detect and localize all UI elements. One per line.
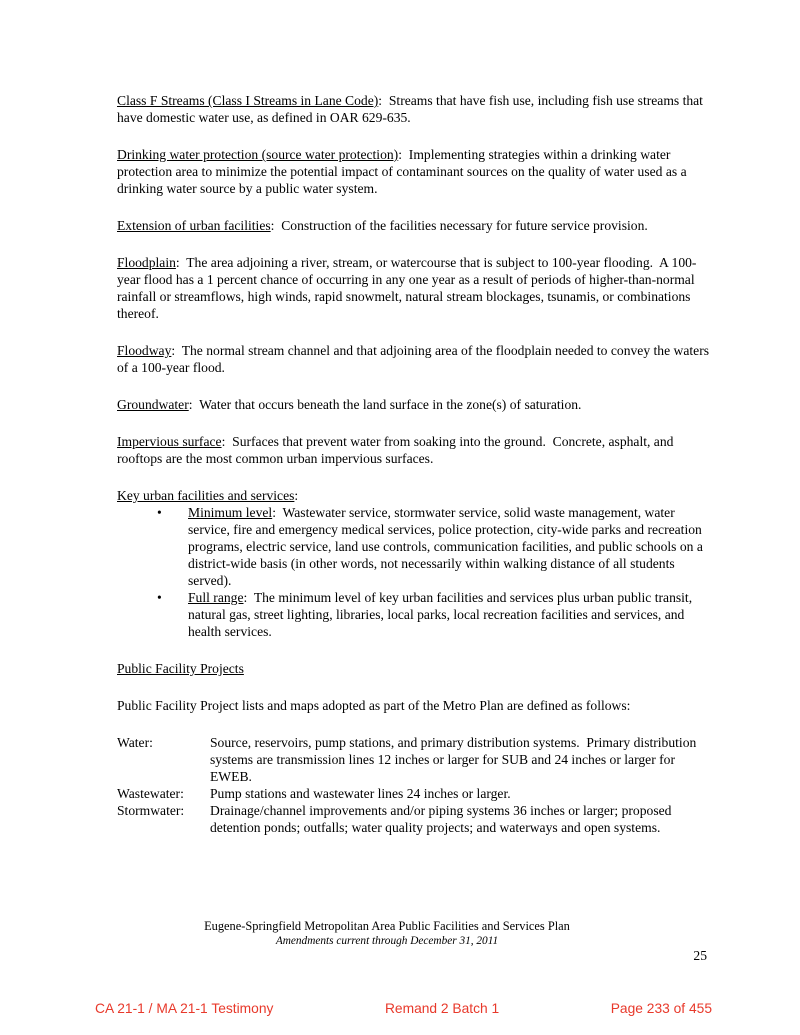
definition-body: The area adjoining a river, stream, or watercourse that is subject to 100-year flooding. A 100-year flood has a 1 percent chance of occurring in any one year as a result of periods of higher-than-normal rainfall or streamflows, high winds, rapid snowmelt, natural stream blockages, tsunamis, or combinations thereof. <box>117 255 699 321</box>
project-label: Stormwater: <box>117 803 185 818</box>
bullet-icon: • <box>157 590 162 605</box>
projects-table <box>117 734 713 836</box>
page-number: 25 <box>693 948 707 963</box>
definition-separator: : <box>270 218 282 233</box>
definition-term: Impervious surface <box>117 434 222 449</box>
definition-body: Implementing strategies within a drinking water protection area to minimize the potential impact of contaminant sources on the quality of water used as a drinking water source by a public water system. <box>117 147 691 196</box>
definition-separator: : <box>398 147 409 162</box>
project-description: Pump stations and wastewater lines 24 inches or larger. <box>210 786 511 801</box>
definition-body: Streams that have fish use, including fish use streams that have domestic water use, as defined in OAR 629-635. <box>117 93 707 125</box>
definition-term: Extension of urban facilities <box>117 218 271 233</box>
definition-paragraph <box>117 217 713 234</box>
project-description: Source, reservoirs, pump stations, and primary distribution systems. Primary distribution systems are transmission lines 12 inches or larger for SUB and 24 inches or larger for EWEB. <box>210 735 700 784</box>
project-row <box>117 802 713 836</box>
heading-colon: : <box>294 488 299 503</box>
stamp-right: Page 233 of 455 <box>610 1001 712 1016</box>
projects-heading <box>117 660 713 677</box>
stamp-center: Remand 2 Batch 1 <box>384 1001 500 1016</box>
key-urban-heading <box>117 487 713 504</box>
testimony-stamp <box>95 1001 712 1016</box>
page-footer <box>117 919 657 948</box>
bullet-icon: • <box>157 505 162 520</box>
definition-paragraph <box>117 254 713 322</box>
projects-heading-text: Public Facility Projects <box>117 661 244 676</box>
definition-paragraph <box>117 92 713 126</box>
footer-plan-title: Eugene-Springfield Metropolitan Area Public Facilities and Services Plan <box>204 919 570 933</box>
definition-body: Surfaces that prevent water from soaking into the ground. Concrete, asphalt, and rooftops are the most common urban impervious surfaces. <box>117 434 677 466</box>
project-row <box>117 785 713 802</box>
definition-body: Water that occurs beneath the land surface in the zone(s) of saturation. <box>199 397 582 412</box>
definition-separator: : <box>175 255 187 270</box>
definition-paragraph <box>117 146 713 197</box>
projects-intro: Public Facility Project lists and maps adopted as part of the Metro Plan are defined as follows: <box>117 698 631 713</box>
bullet-separator: : <box>243 590 254 605</box>
definition-term: Floodway <box>117 343 172 358</box>
document-content <box>117 92 713 836</box>
project-row <box>117 734 713 785</box>
definition-body: The normal stream channel and that adjoining area of the floodplain needed to convey the waters of a 100-year flood. <box>117 343 713 375</box>
stamp-left: CA 21-1 / MA 21-1 Testimony <box>95 1001 274 1016</box>
definition-term: Floodplain <box>117 255 176 270</box>
definition-term: Groundwater <box>117 397 189 412</box>
definition-paragraph <box>117 396 713 413</box>
definition-term: Class F Streams (Class I Streams in Lane Code) <box>117 93 379 108</box>
bullet-term: Full range <box>188 590 244 605</box>
bullet-separator: : <box>272 505 283 520</box>
project-description: Drainage/channel improvements and/or piping systems 36 inches or larger; proposed detention ponds; outfalls; water quality projects; and waterways and open systems. <box>210 803 675 835</box>
definition-paragraph <box>117 342 713 376</box>
definition-body: Construction of the facilities necessary for future service provision. <box>281 218 648 233</box>
bullet-body: The minimum level of key urban facilities and services plus urban public transit, natural gas, street lighting, libraries, local parks, local recreation facilities and services, and health services. <box>188 590 696 639</box>
definition-paragraph <box>117 433 713 467</box>
definition-separator: : <box>171 343 182 358</box>
bullet-term: Minimum level <box>188 505 273 520</box>
definition-separator: : <box>188 397 200 412</box>
project-label: Wastewater: <box>117 786 184 801</box>
key-urban-bullet-list <box>117 504 713 640</box>
definition-separator: : <box>378 93 389 108</box>
key-urban-heading-text: Key urban facilities and services <box>117 488 295 503</box>
project-label: Water: <box>117 735 153 750</box>
bullet-item <box>117 504 713 589</box>
bullet-body: Wastewater service, stormwater service, solid waste management, water service, fire and emergency medical services, police protection, city-wide parks and recreation programs, electric service, land use controls, communication facilities, and public schools on a district-wide basis (in other words, not necessarily within walking distance of all students served). <box>188 505 707 588</box>
footer-amendments-note: Amendments current through December 31, 2011 <box>275 935 499 947</box>
bullet-item <box>117 589 713 640</box>
definition-term: Drinking water protection (source water protection) <box>117 147 399 162</box>
definition-separator: : <box>221 434 233 449</box>
